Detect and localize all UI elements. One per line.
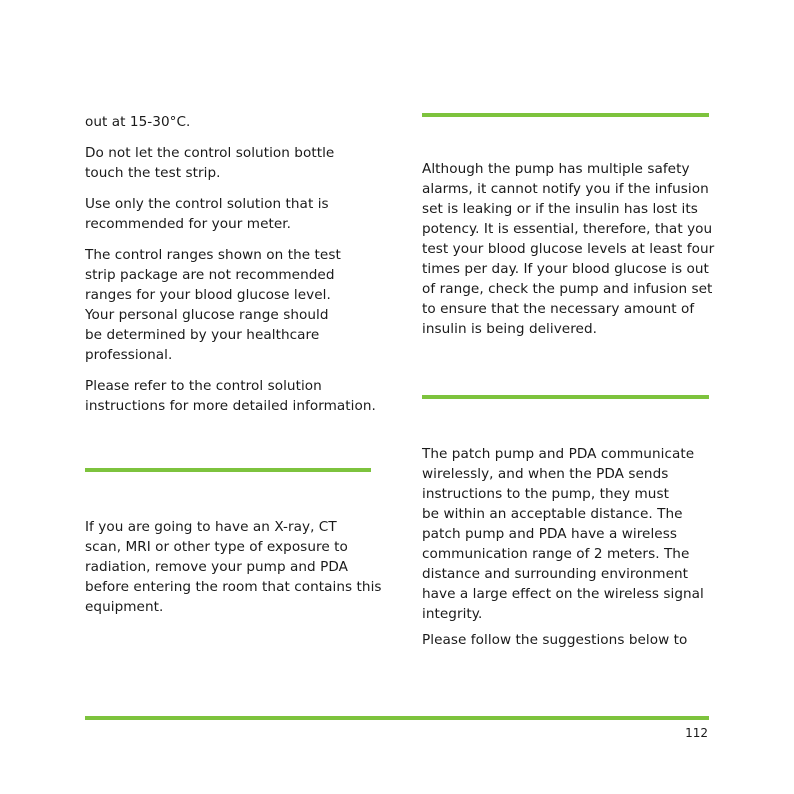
refer-instructions-text: Please refer to the control solution instructions for more detailed information.	[85, 378, 376, 414]
section-divider-left	[85, 468, 371, 472]
control-solution-bottle-text: Do not let the control solution bottle touch the test strip.	[85, 145, 335, 181]
control-ranges-text: The control ranges shown on the test strip package are not recommended ranges for your blood glucose level. Your personal glucose range should be determined by your healthcare professional.	[85, 247, 341, 363]
left-column-top	[85, 112, 385, 416]
page-number: 112	[685, 726, 708, 740]
section-divider-right-middle	[422, 395, 709, 399]
follow-suggestions-text: Please follow the suggestions below to	[422, 632, 688, 648]
left-column-xray	[85, 517, 385, 617]
right-column-safety	[422, 159, 722, 339]
wireless-communication-text: The patch pump and PDA communicate wirelessly, and when the PDA sends instructions to the pump, they must be within an acceptable distance. The patch pump and PDA have a wireless communication range of 2 meters. The distance and surrounding environment have a large effect on the wireless signal integrity.	[422, 446, 704, 622]
section-divider-right-top	[422, 113, 709, 117]
storage-temperature-text: out at 15-30°C.	[85, 114, 191, 130]
control-solution-meter-text: Use only the control solution that is recommended for your meter.	[85, 196, 329, 232]
safety-alarms-text: Although the pump has multiple safety alarms, it cannot notify you if the infusion set is leaking or if the insulin has lost its potency. It is essential, therefore, that you test your blood glucose levels at least four times per day. If your blood glucose is out of range, check the pump and infusion set to ensure that the necessary amount of insulin is being delivered.	[422, 161, 715, 337]
xray-warning-text: If you are going to have an X-ray, CT scan, MRI or other type of exposure to radiation, remove your pump and PDA before entering the room that contains this equipment.	[85, 519, 382, 615]
right-column-wireless	[422, 444, 722, 650]
footer-rule	[85, 716, 709, 720]
